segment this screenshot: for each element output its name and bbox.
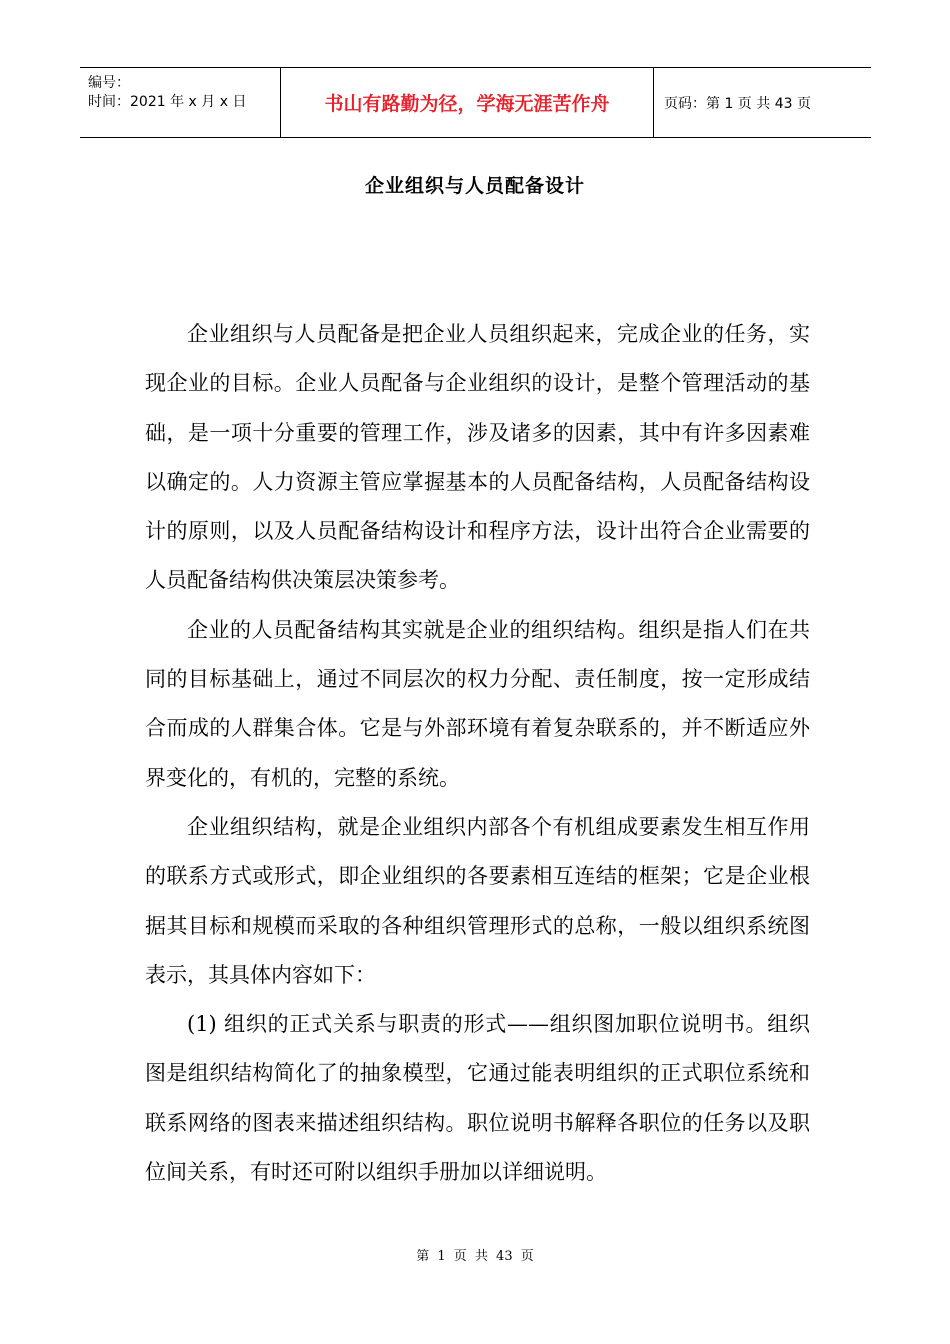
- paragraph: 企业组织与人员配备是把企业人员组织起来，完成企业的任务，实现企业的目标。企业人员配备与企业组织的设计，是整个管理活动的基础，是一项十分重要的管理工作，涉及诸多的因素，其中有许多因素难以确定的。人力资源主管应掌握基本的人员配备结构，人员配备结构设计的原则，以及人员配备结构设计和程序方法，设计出符合企业需要的人员配备结构供决策层决策参考。: [145, 322, 810, 593]
- motto-text: 书山有路勤为径，学海无涯苦作舟: [281, 68, 654, 137]
- paragraph: 企业组织结构，就是企业组织内部各个有机组成要素发生相互作用的联系方式或形式，即企业组织的各要素相互连结的框架；它是企业根据其目标和规模而采取的各种组织管理形式的总称，一般以组织系统图表示，其具体内容如下：: [145, 814, 810, 987]
- document-body: [145, 310, 810, 1197]
- document-title: 企业组织与人员配备设计: [364, 175, 585, 197]
- paragraph: (1) 组织的正式关系与职责的形式——组织图加职位说明书。组织图是组织结构简化了的抽象模型，它通过能表明组织的正式职位系统和联系网络的图表来描述组织结构。职位说明书解释各职位的任务以及职位间关系，有时还可附以组织手册加以详细说明。: [145, 1012, 810, 1185]
- header-meta-cell: [80, 68, 281, 137]
- time-label: 时间：2021 年 x 月 x 日: [88, 94, 247, 110]
- number-label: 编号：: [88, 75, 130, 91]
- page-info: 页码：第 1 页 共 43 页: [664, 95, 811, 112]
- paragraph: 企业的人员配备结构其实就是企业的组织结构。组织是指人们在共同的目标基础上，通过不同层次的权力分配、责任制度，按一定形成结合而成的人群集合体。它是与外部环境有着复杂联系的，并不断适应外界变化的，有机的，完整的系统。: [145, 617, 810, 790]
- page-footer: 第 1 页 共 43 页: [416, 1249, 534, 1264]
- header-table: [80, 67, 871, 138]
